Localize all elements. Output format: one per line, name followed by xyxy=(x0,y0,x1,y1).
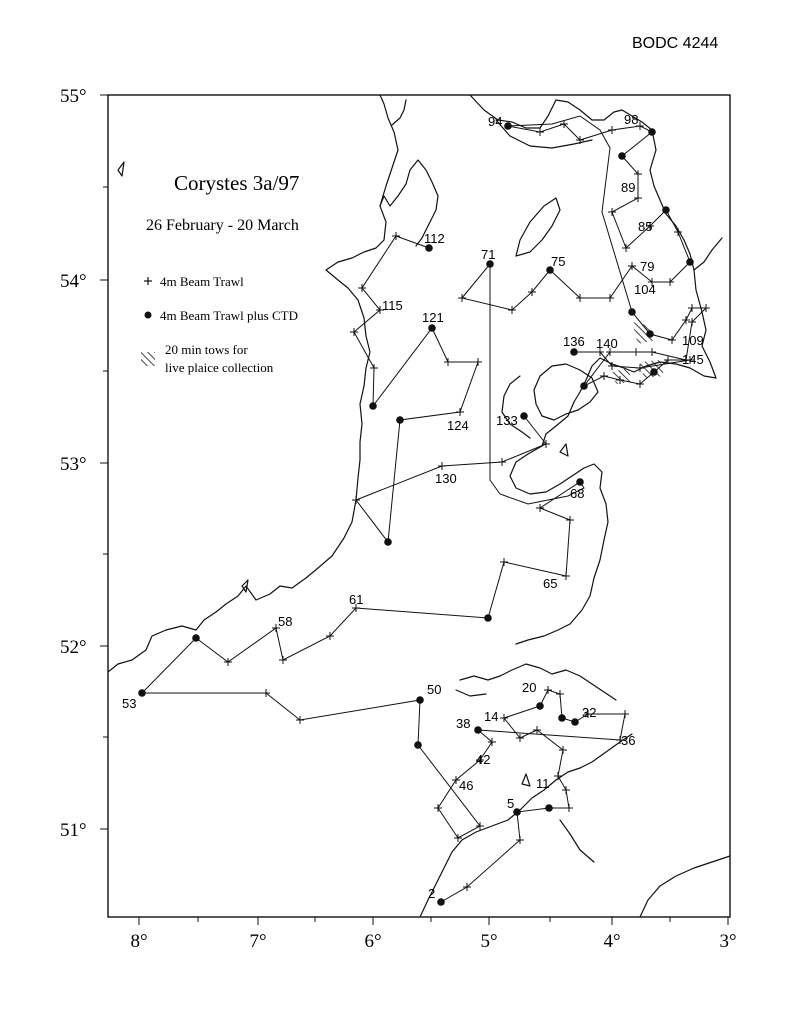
trawl-station-marker xyxy=(559,746,567,754)
trawl-station-marker xyxy=(608,208,616,216)
station-label-104: 104 xyxy=(634,282,656,297)
station-label-20: 20 xyxy=(522,680,537,695)
legend-item-plaice xyxy=(141,342,274,375)
cardigan-bay-coast xyxy=(510,402,608,644)
trawl-station-marker xyxy=(444,358,452,366)
ctd-station-marker xyxy=(558,714,566,722)
ctd-station-marker xyxy=(570,348,578,356)
ctd-station-marker xyxy=(618,152,626,160)
anglesey-coast xyxy=(534,364,598,420)
lon-label-5: 5° xyxy=(480,931,498,952)
trawl-station-marker xyxy=(634,194,642,202)
lat-label-51: 51° xyxy=(60,820,87,841)
ctd-station-marker xyxy=(396,416,404,424)
latitude-ticks xyxy=(100,95,108,829)
station-label-94: 94 xyxy=(488,114,503,129)
ctd-station-marker xyxy=(646,330,654,338)
trawl-station-marker xyxy=(533,726,541,734)
station-label-75: 75 xyxy=(551,254,566,269)
map-title: Corystes 3a/97 xyxy=(174,171,300,195)
lon-label-7: 7° xyxy=(249,931,267,952)
station-label-53: 53 xyxy=(122,696,137,711)
legend-item-beam-trawl-ctd xyxy=(145,308,298,323)
station-label-32: 32 xyxy=(582,705,597,720)
station-label-50: 50 xyxy=(427,682,442,697)
station-label-145: 145 xyxy=(682,352,704,367)
ireland-coast xyxy=(108,160,438,672)
trawl-station-marker xyxy=(565,804,573,812)
trawl-station-marker xyxy=(600,372,608,380)
station-label-136: 136 xyxy=(563,334,585,349)
lon-label-8: 8° xyxy=(130,931,148,952)
trawl-station-marker xyxy=(621,710,629,718)
trawl-station-marker xyxy=(279,656,287,664)
legend-label-beam-trawl-ctd: 4m Beam Trawl plus CTD xyxy=(160,308,298,323)
ctd-station-marker xyxy=(650,368,658,376)
trawl-station-marker xyxy=(566,516,574,524)
station-label-61: 61 xyxy=(349,592,364,607)
trawl-station-marker xyxy=(456,408,464,416)
ctd-station-marker xyxy=(520,412,528,420)
ctd-station-marker xyxy=(545,804,553,812)
ctd-station-marker xyxy=(504,122,512,130)
ctd-station-marker xyxy=(686,258,694,266)
longitude-labels xyxy=(130,931,736,952)
station-label-140: 140 xyxy=(596,336,618,351)
ctd-station-marker xyxy=(484,614,492,622)
trawl-station-marker xyxy=(556,690,564,698)
ctd-station-marker xyxy=(192,634,200,642)
ctd-station-marker xyxy=(571,718,579,726)
ctd-station-marker xyxy=(384,538,392,546)
document-reference: BODC 4244 xyxy=(632,35,719,52)
trawl-station-marker xyxy=(438,462,446,470)
trawl-station-marker xyxy=(434,804,442,812)
lat-label-53: 53° xyxy=(60,454,87,475)
lat-label-54: 54° xyxy=(60,271,87,292)
ctd-station-marker xyxy=(416,696,424,704)
ctd-station-marker xyxy=(648,128,656,136)
station-label-2: 2 xyxy=(428,886,436,901)
station-label-65: 65 xyxy=(543,576,558,591)
station-label-11: 11 xyxy=(536,776,550,791)
latitude-labels xyxy=(60,86,87,841)
legend xyxy=(141,274,298,375)
track-line xyxy=(354,236,546,542)
trawl-station-marker xyxy=(554,772,562,780)
station-label-68: 68 xyxy=(570,486,585,501)
hatch-symbol-icon xyxy=(141,352,155,366)
dot-symbol-icon xyxy=(145,312,152,319)
station-label-46: 46 xyxy=(459,778,474,793)
station-label-121: 121 xyxy=(422,310,444,325)
station-label-98: 98 xyxy=(624,112,639,127)
trawl-station-marker xyxy=(544,686,552,694)
station-label-130: 130 xyxy=(435,471,457,486)
trawl-station-marker xyxy=(370,364,378,372)
trawl-station-marker xyxy=(476,822,484,830)
lat-label-55: 55° xyxy=(60,86,87,107)
legend-label-plaice-line1: 20 min tows for xyxy=(165,342,248,357)
ctd-station-marker xyxy=(662,206,670,214)
ctd-station-marker xyxy=(513,808,521,816)
trawl-station-marker xyxy=(608,126,616,134)
trawl-station-marker xyxy=(668,336,676,344)
station-label-71: 71 xyxy=(481,247,496,262)
ctd-station-marker xyxy=(414,741,422,749)
station-label-5: 5 xyxy=(507,796,515,811)
station-label-112: 112 xyxy=(424,231,445,246)
trawl-station-marker xyxy=(224,658,232,666)
trawl-station-marker xyxy=(682,316,690,324)
station-label-85: 85 xyxy=(638,219,653,234)
station-label-89: 89 xyxy=(621,180,636,195)
lat-label-52: 52° xyxy=(60,637,87,658)
ctd-station-marker xyxy=(474,726,482,734)
trawl-station-marker xyxy=(536,504,544,512)
ctd-station-marker xyxy=(437,898,445,906)
station-label-115: 115 xyxy=(382,298,403,313)
station-label-38: 38 xyxy=(456,716,471,731)
legend-label-plaice-line2: live plaice collection xyxy=(165,360,274,375)
legend-label-beam-trawl: 4m Beam Trawl xyxy=(160,274,244,289)
station-label-42: 42 xyxy=(476,752,491,767)
ctd-station-marker xyxy=(428,324,436,332)
southwest-england-coast xyxy=(420,734,632,917)
station-label-124: 124 xyxy=(447,418,469,433)
ctd-station-marker xyxy=(536,702,544,710)
ctd-station-marker xyxy=(369,402,377,410)
lon-label-6: 6° xyxy=(364,931,382,952)
ctd-station-marker xyxy=(576,478,584,486)
trawl-station-marker xyxy=(498,458,506,466)
trawl-station-marker xyxy=(352,496,360,504)
ctd-station-marker xyxy=(138,689,146,697)
trawl-station-marker xyxy=(392,232,400,240)
trawl-station-marker xyxy=(562,572,570,580)
trawl-station-marker xyxy=(688,304,696,312)
station-label-79: 79 xyxy=(640,259,655,274)
station-label-109: 109 xyxy=(682,333,704,348)
legend-item-beam-trawl xyxy=(144,274,244,289)
isle-of-man xyxy=(516,198,560,256)
trawl-station-marker xyxy=(474,358,482,366)
station-label-36: 36 xyxy=(621,733,636,748)
trawl-station-marker xyxy=(536,128,544,136)
station-label-58: 58 xyxy=(278,614,293,629)
trawl-station-marker xyxy=(500,558,508,566)
trawl-station-marker xyxy=(606,294,614,302)
trawl-station-marker xyxy=(648,348,656,356)
trawl-station-marker xyxy=(562,786,570,794)
longitude-ticks xyxy=(139,917,728,925)
ctd-station-marker xyxy=(628,308,636,316)
trawl-station-marker xyxy=(632,348,640,356)
ireland-northeast-coast xyxy=(380,95,398,206)
station-label-14: 14 xyxy=(484,709,499,724)
ctd-station-marker xyxy=(580,382,588,390)
lon-label-3: 3° xyxy=(719,931,737,952)
lon-label-4: 4° xyxy=(603,931,621,952)
date-range: 26 February - 20 March xyxy=(146,217,299,234)
station-label-133: 133 xyxy=(496,413,518,428)
